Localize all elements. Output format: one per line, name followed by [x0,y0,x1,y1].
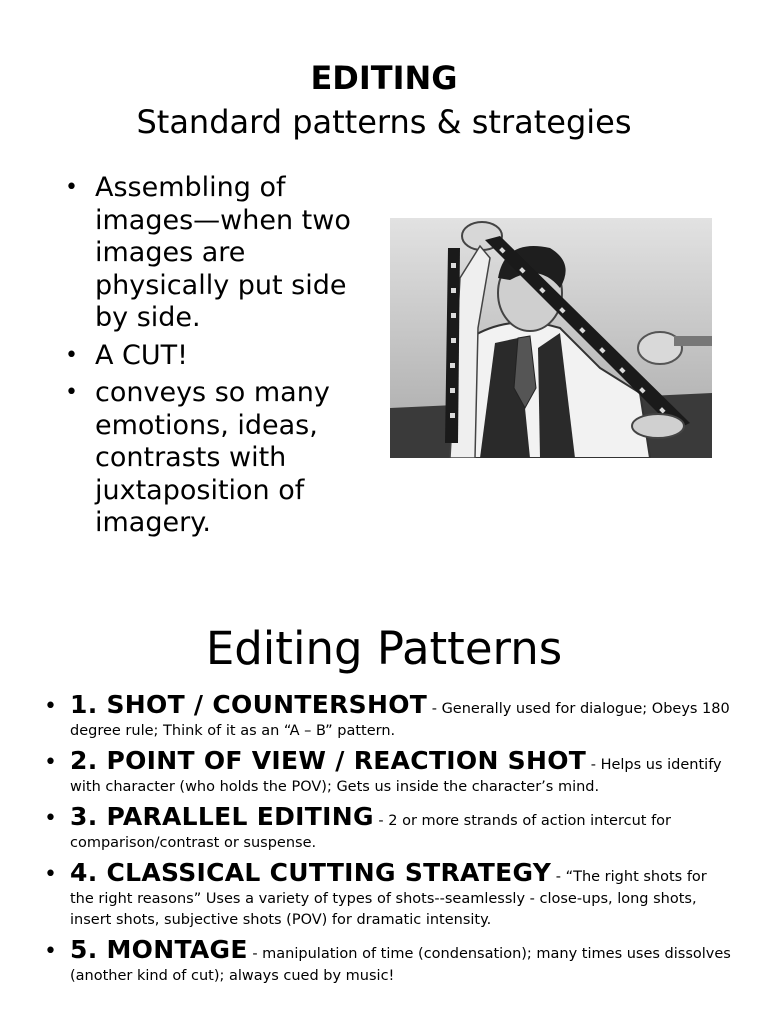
bullet-icon: • [44,939,57,964]
pattern-separator: - [427,701,442,717]
pattern-heading: 3. PARALLEL EDITING [70,802,374,831]
bullet-icon: • [44,806,57,831]
bullet-icon: • [44,694,57,719]
bullet-icon: • [44,862,57,887]
pattern-description: 2 or more strands of action intercut for comparison/contrast or suspense. [70,813,672,851]
pattern-description: Helps us identify with character (who holds the POV); Gets us inside the character’s mind. [70,757,722,795]
section-title: Editing Patterns [205,622,563,675]
film-editor-photo [390,218,712,458]
pattern-description: manipulation of time (condensation); many times uses dissolves (another kind of cut); always cued by music! [70,946,731,984]
film-editor-illustration [390,218,712,458]
pattern-heading: 4. CLASSICAL CUTTING STRATEGY [70,858,552,887]
bullet-icon: • [65,175,78,200]
slide-title: EDITING [310,59,458,97]
pattern-separator: - [586,757,601,773]
slide-subtitle: Standard patterns & strategies [136,103,632,141]
pattern-description: Generally used for dialogue; Obeys 180 degree rule; Think of it as an “A – B” pattern. [70,701,730,739]
list-item [44,858,734,930]
intro-bullet-list [62,172,362,545]
bullet-icon: • [65,342,78,368]
list-item [62,377,362,540]
bullet-text: Assembling of images—when two images are physically put side by side. [95,172,351,333]
bullet-icon: • [65,380,78,405]
pattern-heading: 2. POINT OF VIEW / REACTION SHOT [70,746,587,775]
list-item [44,935,734,986]
editing-patterns-list [44,690,734,991]
pattern-heading: 5. MONTAGE [70,935,248,964]
list-item [62,340,362,373]
bullet-icon: • [44,750,57,775]
pattern-description: “The right shots for the right reasons” Uses a variety of types of shots--seamlessly - close-ups, long shots, insert shots, subjective shots (POV) for dramatic intensity. [70,869,707,928]
pattern-separator: - [373,813,389,829]
pattern-separator: - [247,946,263,962]
list-item [44,690,734,741]
list-item [62,172,362,335]
list-item [44,802,734,853]
list-item [44,746,734,797]
bullet-text: A CUT! [95,339,188,371]
pattern-separator: - [551,869,566,885]
pattern-heading: 1. SHOT / COUNTERSHOT [70,690,428,719]
bullet-text: conveys so many emotions, ideas, contrasts with juxtaposition of imagery. [95,377,330,538]
